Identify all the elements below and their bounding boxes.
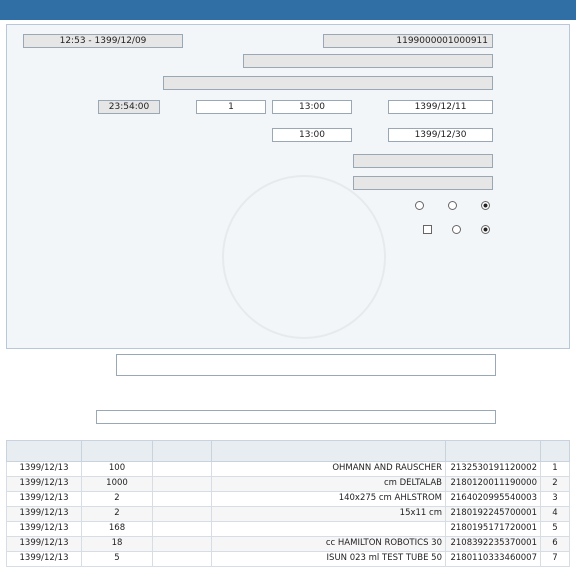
cell-row: 3	[541, 492, 570, 507]
cell-name: 30 cc HAMILTON ROBOTICS	[212, 537, 446, 552]
remaining-time: 23:54:00	[98, 100, 160, 114]
cell-code: 2108392235370001	[446, 537, 541, 552]
cell-name: cm DELTALAB	[212, 477, 446, 492]
cell-date: 1399/12/13	[7, 552, 82, 567]
cell-unit	[153, 522, 212, 537]
cell-qty: 18	[82, 537, 153, 552]
cell-code: 2180120011190000	[446, 477, 541, 492]
cell-qty: 2	[82, 507, 153, 522]
table-row	[7, 492, 570, 507]
description-field	[116, 354, 496, 376]
cell-qty: 2	[82, 492, 153, 507]
cell-date: 1399/12/13	[7, 477, 82, 492]
goods-group-field	[96, 410, 496, 424]
remaining-days: 1	[196, 100, 266, 114]
cell-code: 2180110333460007	[446, 552, 541, 567]
cell-name	[212, 522, 446, 537]
cell-name: 140x275 cm AHLSTROM	[212, 492, 446, 507]
cell-row: 7	[541, 552, 570, 567]
cell-row: 5	[541, 522, 570, 537]
cell-date: 1399/12/13	[7, 522, 82, 537]
table-row	[7, 537, 570, 552]
category-option-goods-radio[interactable]	[481, 201, 490, 210]
cell-date: 1399/12/13	[7, 507, 82, 522]
cell-date: 1399/12/13	[7, 462, 82, 477]
col-code	[446, 441, 541, 462]
cell-qty: 1000	[82, 477, 153, 492]
delivery-province-field	[353, 154, 493, 168]
col-name	[212, 441, 446, 462]
cell-unit	[153, 537, 212, 552]
page-title-bar	[0, 0, 576, 20]
cell-code: 2180195171720001	[446, 522, 541, 537]
cell-unit	[153, 477, 212, 492]
cell-date: 1399/12/13	[7, 537, 82, 552]
purchase-option-medium-radio[interactable]	[452, 225, 461, 234]
col-unit	[153, 441, 212, 462]
treasury-payment-checkbox[interactable]	[423, 225, 432, 234]
col-qty	[82, 441, 153, 462]
cell-row: 6	[541, 537, 570, 552]
cell-code: 2164020995540003	[446, 492, 541, 507]
category-option-both-radio[interactable]	[415, 201, 424, 210]
cell-qty: 100	[82, 462, 153, 477]
cell-unit	[153, 552, 212, 567]
cell-unit	[153, 492, 212, 507]
price-validity-date[interactable]: 1399/12/30	[388, 128, 493, 142]
table-row	[7, 507, 570, 522]
cell-date: 1399/12/13	[7, 492, 82, 507]
cell-qty: 168	[82, 522, 153, 537]
table-row	[7, 477, 570, 492]
cell-qty: 5	[82, 552, 153, 567]
goods-table	[6, 440, 570, 567]
announce-datetime-field: 1399/12/09 - 12:53	[23, 34, 183, 48]
category-option-service-radio[interactable]	[448, 201, 457, 210]
cell-row: 2	[541, 477, 570, 492]
need-number-field: 1199000001000911	[323, 34, 493, 48]
requester-field	[163, 76, 493, 90]
cell-code: 2180192245700001	[446, 507, 541, 522]
cell-row: 4	[541, 507, 570, 522]
table-row	[7, 522, 570, 537]
send-deadline-date[interactable]: 1399/12/11	[388, 100, 493, 114]
goods-table-header	[7, 441, 570, 462]
price-validity-time[interactable]: 13:00	[272, 128, 352, 142]
cell-name: OHMANN AND RAUSCHER	[212, 462, 446, 477]
table-row	[7, 552, 570, 567]
cell-unit	[153, 462, 212, 477]
purchase-option-partial-radio[interactable]	[481, 225, 490, 234]
cell-row: 1	[541, 462, 570, 477]
cell-code: 2132530191120002	[446, 462, 541, 477]
buyer-org-field	[243, 54, 493, 68]
cell-name: 50 ISUN 023 ml TEST TUBE	[212, 552, 446, 567]
cell-unit	[153, 507, 212, 522]
delivery-city-field	[353, 176, 493, 190]
table-row	[7, 462, 570, 477]
col-date	[7, 441, 82, 462]
cell-name: 15x11 cm	[212, 507, 446, 522]
col-row	[541, 441, 570, 462]
need-details-panel	[6, 24, 570, 349]
send-deadline-time[interactable]: 13:00	[272, 100, 352, 114]
